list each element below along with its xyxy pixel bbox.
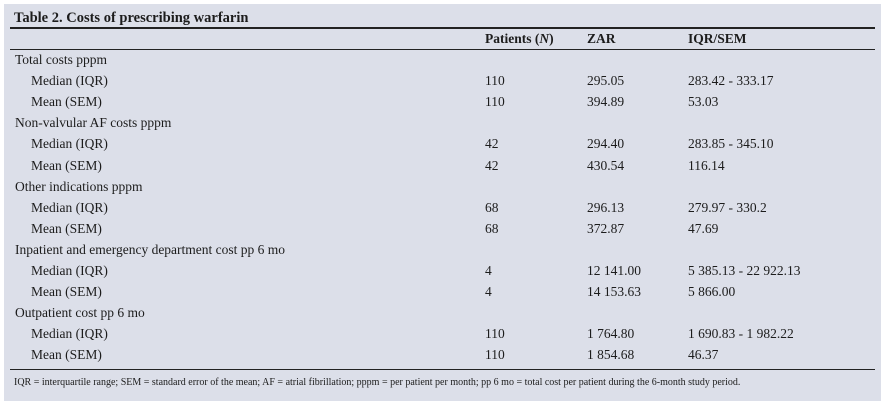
header-rule [10,49,875,50]
table-panel [4,4,881,401]
row-label: Mean (SEM) [31,220,102,236]
cell-iqr-sem: 279.97 - 330.2 [688,199,767,215]
cell-zar: 295.05 [587,73,625,89]
cell-zar: 296.13 [587,199,625,215]
cell-zar: 1 764.80 [587,326,635,342]
section-label: Other indications pppm [15,178,143,194]
row-label: Median (IQR) [31,326,108,342]
header-patients [485,31,554,47]
cell-patients: 110 [485,73,505,89]
cell-patients: 4 [485,263,492,278]
cell-iqr-sem: 5 866.00 [688,284,736,300]
cell-patients: 68 [485,220,499,236]
cell-zar: 12 141.00 [587,263,641,278]
section-label: Non-valvular AF costs pppm [15,115,172,131]
cell-patients: 110 [485,94,505,110]
cell-zar: 294.40 [587,136,625,152]
row-label: Mean (SEM) [31,347,102,363]
cell-iqr-sem: 116.14 [688,157,725,173]
row-label: Median (IQR) [31,136,108,152]
cell-patients: 110 [485,347,505,363]
section-label: Outpatient cost pp 6 mo [15,305,145,321]
cell-iqr-sem: 283.42 - 333.17 [688,73,774,89]
cell-patients: 4 [485,284,492,300]
bottom-rule [10,369,875,370]
cell-zar: 14 153.63 [587,284,641,300]
header-iqr-sem: IQR/SEM [688,31,747,46]
cell-patients: 110 [485,326,505,342]
cell-iqr-sem: 47.69 [688,220,719,236]
row-label: Mean (SEM) [31,94,102,110]
row-label: Median (IQR) [31,73,108,89]
top-rule [10,27,875,29]
cell-iqr-sem: 283.85 - 345.10 [688,136,774,152]
row-label: Median (IQR) [31,199,108,215]
cell-patients: 42 [485,136,499,152]
header-patients-close: ) [549,31,554,46]
cell-patients: 42 [485,157,499,173]
table-title: Table 2. Costs of prescribing warfarin [14,10,249,26]
cell-zar: 394.89 [587,94,625,110]
cell-zar: 1 854.68 [587,347,635,363]
cell-iqr-sem: 53.03 [688,94,719,110]
cell-patients: 68 [485,199,499,215]
header-patients-n: N [539,31,550,46]
cell-iqr-sem: 1 690.83 - 1 982.22 [688,326,794,342]
header-patients-text: Patients ( [485,31,540,46]
row-label: Median (IQR) [31,263,108,278]
cell-zar: 372.87 [587,220,625,236]
cell-iqr-sem: 46.37 [688,347,719,363]
header-zar: ZAR [587,31,616,46]
section-label: Inpatient and emergency department cost pp 6 mo [15,241,286,257]
table-footnote: IQR = interquartile range; SEM = standard error of the mean; AF = atrial fibrillation; pppm = per patient per month; pp 6 mo = total cost per patient during the 6-month study period. [14,377,741,388]
row-label: Mean (SEM) [31,157,102,173]
row-label: Mean (SEM) [31,284,102,300]
cell-iqr-sem: 5 385.13 - 22 922.13 [688,263,801,278]
cell-zar: 430.54 [587,157,625,173]
section-label: Total costs pppm [15,52,108,67]
